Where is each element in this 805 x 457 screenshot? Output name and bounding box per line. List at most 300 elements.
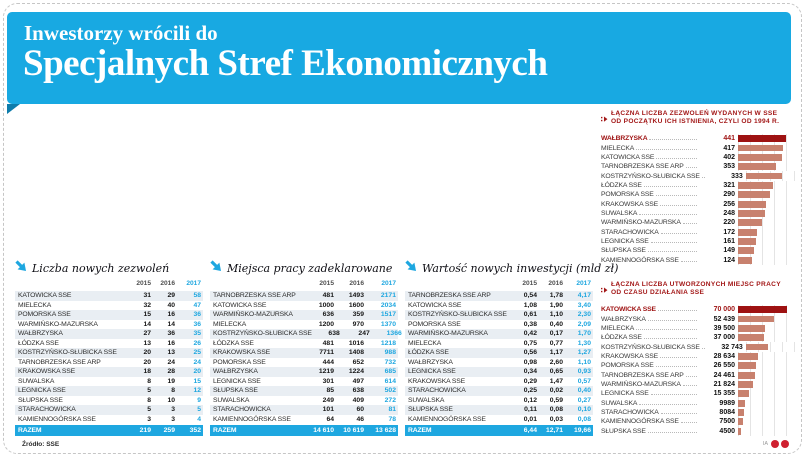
chart-header [601,110,792,128]
bar-value: 26 550 [713,362,735,370]
year-column-header: 2017 [186,279,201,287]
value-cell: 0,10 [577,406,591,414]
zone-name: ŁÓDZKA SSE [18,339,59,347]
value-cell: 64 [326,415,334,423]
zone-name: KAMIENNOGÓRSKA SSE [601,418,698,425]
bar-track [738,153,792,162]
zone-name: WARMIŃSKO-MAZURSKA [18,320,98,328]
value-cell: 1224 [348,368,364,376]
table-row [15,320,203,330]
bar-value: 290 [723,191,735,199]
total-row [405,425,593,436]
value-cell: 1,27 [577,349,591,357]
title-banner [7,12,791,104]
bar [738,400,745,407]
zone-name: WAŁBRZYSKA [601,135,698,142]
bar-track [738,255,792,264]
value-cell: 638 [352,387,364,395]
value-cell: 0,57 [577,377,591,385]
table-row [210,367,398,377]
year-header-row [405,278,593,288]
zone-name: POMORSKA SSE [601,362,698,369]
banner-fold [7,104,20,114]
bar-value: 417 [723,144,735,152]
value-cell: 0,34 [523,368,537,376]
total-value: 352 [189,427,201,434]
value-cell: 8 [147,377,151,385]
value-cell: 2171 [380,292,396,300]
chart-bar-row [601,361,792,370]
zone-name: ŁÓDZKA SSE [601,182,698,189]
zone-name: WAŁBRZYSKA [601,316,698,323]
total-label: RAZEM [18,427,42,434]
zone-name: POMORSKA SSE [18,311,71,319]
year-column-header: 2016 [548,279,563,287]
zone-name: SŁUPSKA SSE [601,247,698,254]
value-cell: 1,47 [549,377,563,385]
value-cell: 0,11 [524,406,537,414]
table-row [15,386,203,396]
value-cell: 5 [147,387,151,395]
value-cell: 0,01 [523,415,537,423]
arrow-down-right-icon [405,259,417,277]
table-row [405,405,593,415]
zone-name: KRAKOWSKA SSE [408,377,465,385]
value-cell: 29 [167,292,175,300]
bar [738,409,744,416]
total-value: 259 [163,427,175,434]
zone-name: MIELECKA [601,145,698,152]
credit-logo-icon [771,440,779,448]
zone-name: WAŁBRZYSKA [408,358,453,366]
red-pointer-icon [601,110,608,128]
zone-name: WARMIŃSKO-MAZURSKA [408,330,488,338]
zone-name: SŁUPSKA SSE [18,396,63,404]
value-cell: 13 [167,349,175,357]
value-cell: 0,75 [523,339,537,347]
value-cell: 3 [171,406,175,414]
table-row [15,396,203,406]
table-row [210,291,398,301]
total-label: RAZEM [408,427,432,434]
table-row [210,415,398,425]
table-title: Wartość nowych inwestycji (mld zł) [422,261,619,275]
table-row [15,415,203,425]
bar-track [738,190,792,199]
chart-bar-row [601,417,792,426]
table-row [210,377,398,387]
bar-value: 28 634 [713,352,735,360]
chart-bar-row [601,209,792,218]
table-row [405,320,593,330]
bar [746,173,782,180]
zone-name: SŁUPSKA SSE [213,387,258,395]
value-cell: 1,70 [577,330,591,338]
table-body [405,291,593,424]
year-column-header: 2015 [522,279,537,287]
value-cell: 0,27 [577,396,591,404]
table-row [15,301,203,311]
zone-name: STARACHOWICKA [18,406,76,414]
zone-name: KOSTRZYŃSKO-SŁUBICKA SSE [213,330,312,338]
table-row [210,339,398,349]
table-row [15,348,203,358]
value-cell: 13 [143,339,151,347]
year-column-header: 2017 [381,279,396,287]
value-cell: 5 [197,406,201,414]
bar-track [738,134,792,143]
value-cell: 0,40 [577,387,591,395]
title-line-2: Specjalnych Stref Ekonomicznych [23,43,548,85]
table-row [210,396,398,406]
bar-value: 321 [723,181,735,189]
year-header-row [15,278,203,288]
bar-track [738,426,792,435]
section-header [15,260,203,276]
bar-value: 8084 [719,408,735,416]
value-cell: 8 [147,396,151,404]
value-cell: 0,42 [523,330,537,338]
value-cell: 0,25 [523,387,537,395]
zone-name: KRAKOWSKA SSE [601,201,698,208]
chart-bar-row [601,134,792,143]
value-cell: 3,40 [577,301,591,309]
table-row [15,367,203,377]
zone-name: KATOWICKA SSE [601,306,698,313]
bar-track [738,218,792,227]
chart-title-line-1: ŁĄCZNA LICZBA ZEZWOLEŃ WYDANYCH W SSE [611,110,778,117]
zone-name: KOSTRZYŃSKO-SŁUBICKA SSE [601,344,706,351]
value-cell: 12 [193,387,201,395]
table-row [405,386,593,396]
zone-name: TARNOBRZESKA SSE ARP [213,292,296,300]
bar-track [738,380,792,389]
bar-value: 149 [723,247,735,255]
bar [738,381,753,388]
bar-value: 220 [723,219,735,227]
value-cell: 0,08 [549,406,563,414]
red-pointer-icon [601,281,608,299]
value-cell: 685 [384,368,396,376]
zone-name: STARACHOWICKA [408,387,466,395]
chart-bar-row [601,190,792,199]
value-cell: 18 [143,368,151,376]
bar-value: 70 000 [713,306,735,314]
value-cell: 1,78 [549,292,563,300]
chart-bar-row [601,370,792,379]
value-cell: 15 [143,311,151,319]
bar [738,372,755,379]
value-cell: 25 [193,349,201,357]
bar-track [738,389,792,398]
chart-title [611,110,779,127]
value-cell: 2,30 [577,311,591,319]
zone-name: ŁÓDZKA SSE [601,334,698,341]
table-row [15,329,203,339]
value-cell: 8 [171,387,175,395]
value-cell: 16 [167,311,175,319]
value-cell: 85 [326,387,334,395]
table-row [15,339,203,349]
value-cell: 502 [384,387,396,395]
value-cell: 20 [193,368,201,376]
bar [738,362,756,369]
zone-name: SUWALSKA [18,377,55,385]
value-cell: 0,12 [523,396,537,404]
chart-title-line-2: OD CZASU DZIAŁANIA SSE [611,289,705,297]
bar [738,306,787,313]
zone-name: KATOWICKA SSE [213,301,267,309]
bar-track [738,246,792,255]
chart-bar-row [601,305,792,314]
bar-value: 7500 [719,418,735,426]
zone-name: KRAKOWSKA SSE [213,349,270,357]
chart-title [611,281,781,298]
bar-track [738,237,792,246]
bar [738,238,756,245]
bar-track [738,209,792,218]
value-cell: 1600 [348,301,364,309]
value-cell: 1408 [348,349,364,357]
bar [746,344,769,351]
table-row [15,310,203,320]
table-row [210,405,398,415]
table-row [405,377,593,387]
value-cell: 47 [193,301,201,309]
value-cell: 46 [356,415,364,423]
zone-name: SUWALSKA [601,400,698,407]
value-cell: 0,56 [523,349,537,357]
chart-total-jobs [601,281,792,436]
bar-track [738,361,792,370]
value-cell: 4 [197,415,201,423]
value-cell: 614 [384,377,396,385]
value-cell: 0,65 [549,368,563,376]
zone-name: STARACHOWICKA [601,409,698,416]
year-column-header: 2017 [576,279,591,287]
zone-name: WARMIŃSKO-MAZURSKA [601,219,698,226]
bar [738,428,741,435]
bar [738,182,773,189]
table-new-permits [15,260,203,436]
value-cell: 1,10 [549,311,563,319]
bar-value: 172 [723,228,735,236]
table-row [210,301,398,311]
zone-name: LEGNICKA SSE [601,390,698,397]
value-cell: 3 [147,415,151,423]
value-cell: 31 [143,292,151,300]
chart-total-permits [601,110,792,265]
credit-logo-icon [781,440,789,448]
value-cell: 0,08 [577,415,591,423]
table-row [210,320,398,330]
value-cell: 481 [322,339,334,347]
chart-bar-row [601,181,792,190]
table-row [210,329,402,339]
bar-value: 124 [723,256,735,264]
table-row [15,377,203,387]
chart-bar-row [601,324,792,333]
value-cell: 0,98 [523,358,537,366]
value-cell: 24 [193,358,201,366]
value-cell: 1219 [318,368,334,376]
zone-name: LEGNICKA SSE [213,377,261,385]
value-cell: 0,02 [549,387,563,395]
zone-name: LEGNICKA SSE [18,387,66,395]
zone-name: MIELECKA [213,320,247,328]
zone-name: KATOWICKA SSE [408,301,462,309]
value-cell: 36 [167,330,175,338]
bar [738,353,758,360]
value-cell: 1,10 [577,358,591,366]
value-cell: 1,30 [577,339,591,347]
value-cell: 0,38 [523,320,537,328]
value-cell: 1517 [380,311,396,319]
bar-value: 9989 [719,399,735,407]
bar-track [738,305,792,314]
value-cell: 0,61 [523,311,537,319]
chart-bars [601,305,792,436]
table-row [405,291,593,301]
bar [738,154,782,161]
bar [738,334,764,341]
chart-bar-row [601,171,792,180]
bar-track [738,314,792,323]
bar [738,229,757,236]
value-cell: 4,17 [577,292,591,300]
value-cell: 1493 [348,292,364,300]
bar-track [738,227,792,236]
value-cell: 652 [352,358,364,366]
arrow-down-right-icon [15,259,27,277]
arrow-down-right-icon [210,259,222,277]
bar-track [738,352,792,361]
total-value: 219 [139,427,151,434]
value-cell: 0,59 [549,396,563,404]
value-cell: 20 [143,358,151,366]
value-cell: 3 [171,415,175,423]
value-cell: 1016 [348,339,364,347]
zone-name: WARMIŃSKO-MAZURSKA [601,381,698,388]
chart-bar-row [601,199,792,208]
value-cell: 301 [322,377,334,385]
value-cell: 2,60 [549,358,563,366]
value-cell: 14 [167,320,175,328]
bar-value: 402 [723,153,735,161]
chart-bar-row [601,227,792,236]
value-cell: 988 [384,349,396,357]
bar-value: 353 [723,163,735,171]
bar [738,418,743,425]
value-cell: 0,03 [549,415,563,423]
value-cell: 1200 [318,320,334,328]
value-cell: 20 [143,349,151,357]
value-cell: 970 [352,320,364,328]
bar [738,210,765,217]
zone-name: TARNOBRZESKA SSE ARP [408,292,491,300]
total-value: 14 610 [313,427,334,434]
zone-name: KAMIENNOGÓRSKA SSE [601,257,698,264]
table-row [405,339,593,349]
value-cell: 1366 [386,330,402,338]
value-cell: 32 [143,301,151,309]
bar-value: 4500 [719,427,735,435]
chart-bar-row [601,380,792,389]
title-line-1: Inwestorzy wrócili do [24,21,218,45]
chart-bar-row [601,333,792,342]
chart-bar-row [601,218,792,227]
value-cell: 0,93 [577,368,591,376]
bar-value: 37 000 [713,334,735,342]
bar-value: 15 355 [713,390,735,398]
value-cell: 481 [322,292,334,300]
value-cell: 249 [322,396,334,404]
value-cell: 0,54 [523,292,537,300]
year-header-row [210,278,398,288]
table-row [15,291,203,301]
value-cell: 444 [322,358,334,366]
chart-title-line-1: ŁĄCZNA LICZBA UTWORZONYCH MIEJSC PRACY [611,281,781,288]
value-cell: 14 [143,320,151,328]
zone-name: LEGNICKA SSE [408,368,456,376]
zone-name: ŁÓDZKA SSE [213,339,254,347]
zone-name: POMORSKA SSE [408,320,461,328]
year-column-header: 2015 [136,279,151,287]
value-cell: 2034 [380,301,396,309]
table-row [405,358,593,368]
bar-track [738,199,792,208]
zone-name: TARNOBRZESKA SSE ARP [601,372,698,379]
bar-track [746,342,800,351]
bar-value: 256 [723,200,735,208]
table-title: Miejsca pracy zadeklarowane [227,261,393,275]
chart-bar-row [601,426,792,435]
chart-bars [601,134,792,265]
value-cell: 9 [197,396,201,404]
year-column-header: 2016 [160,279,175,287]
table-title: Liczba nowych zezwoleń [32,261,170,275]
value-cell: 5 [147,406,151,414]
bar-track [738,370,792,379]
value-cell: 26 [193,339,201,347]
zone-name: KAMIENNOGÓRSKA SSE [18,415,96,423]
value-cell: 36 [193,311,201,319]
zone-name: SŁUPSKA SSE [601,428,698,435]
value-cell: 28 [167,368,175,376]
bar [738,316,774,323]
bar-value: 248 [723,209,735,217]
zone-name: KOSTRZYŃSKO-SŁUBICKA SSE [601,173,706,180]
value-cell: 1,17 [549,349,563,357]
value-cell: 24 [167,358,175,366]
zone-name: KRAKOWSKA SSE [18,368,75,376]
chart-bar-row [601,352,792,361]
zone-name: KOSTRZYŃSKO-SŁUBICKA SSE [408,311,507,319]
zone-name: LEGNICKA SSE [601,238,698,245]
chart-bar-row [601,255,792,264]
value-cell: 36 [193,320,201,328]
table-body [15,291,203,424]
value-cell: 1370 [380,320,396,328]
table-row [405,310,593,320]
bar-value: 32 743 [721,343,743,351]
value-cell: 19 [167,377,175,385]
zone-name: MIELECKA [408,339,442,347]
bar-track [738,162,792,171]
value-cell: 0,29 [523,377,537,385]
value-cell: 0,17 [549,330,563,338]
value-cell: 409 [352,396,364,404]
